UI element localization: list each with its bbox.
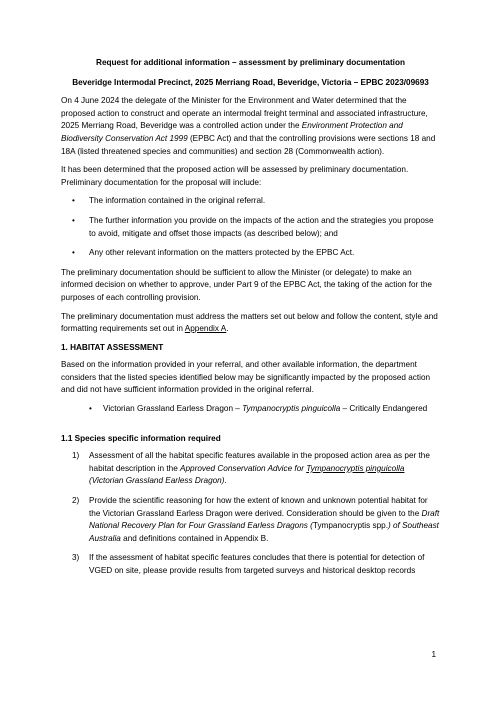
numbered-item: [61, 450, 440, 488]
assessment-paragraph: It has been determined that the proposed action will be assessed by preliminary documentation. Preliminary documentation for the proposal will include:: [61, 165, 409, 187]
item-text-a: Provide the scientific reasoning for how the extent of known and unknown potential habitat for the Victorian Grassland Earless Dragon were derived. Consideration should be given to the: [89, 496, 428, 518]
item-number: 2): [72, 496, 80, 506]
bullet-icon: •: [72, 248, 75, 258]
list-item-text: The further information you provide on the impacts of the action and the strategies you propose to avoid, mitigate and offset those impacts (as described below); and: [89, 215, 434, 238]
item-text-e: and definitions contained in Appendix B.: [120, 533, 269, 543]
item-text-b: Draft National Recovery Plan for Four Grassland Earless Dragons (: [89, 508, 440, 531]
bullet-icon: •: [89, 404, 92, 414]
species-link[interactable]: Tympanocryptis pinguicolla: [306, 463, 405, 473]
bullet-icon: •: [72, 215, 75, 225]
list-item: [61, 247, 440, 260]
species-scientific-name: Tympanocryptis pinguicolla: [242, 404, 341, 414]
document-body: [61, 57, 440, 585]
item-text-d: (Victorian Grassland Earless Dragon): [89, 476, 225, 486]
act-name: Environment Protection and Biodiversity Conservation Act 1999: [61, 121, 403, 143]
item-text-b: Approved Conservation Advice for: [180, 463, 307, 473]
appendix-a-link[interactable]: Appendix A: [184, 324, 227, 334]
species-status: – Critically Endangered: [340, 404, 428, 414]
item-text-c: Tympanocryptis spp.: [312, 521, 388, 531]
species-common-name: Victorian Grassland Earless Dragon –: [103, 404, 243, 414]
requirements-text-b: .: [226, 324, 229, 334]
item-text-a: If the assessment of habitat specific features concludes that there is potential for detection of VGED on site, please provide results from targeted surveys and historical desktop records: [89, 553, 425, 575]
item-text-a: Assessment of all the habitat specific features available in the proposed action area as per the habitat description in the: [89, 451, 430, 473]
list-item-text: Any other relevant information on the matters protected by the EPBC Act.: [89, 248, 355, 258]
section-1-1-heading: 1.1 Species specific information required: [61, 433, 221, 443]
sufficiency-paragraph: The preliminary documentation should be sufficient to allow the Minister (or delegate) to make an informed decision on whether to approve, under Part 9 of the EPBC Act, the taking of the action for the purposes of each controlling provision.: [61, 267, 432, 302]
page-number: 1: [431, 650, 436, 659]
requirements-paragraph: [61, 311, 440, 336]
item-number: 3): [72, 553, 80, 563]
requirements-list: [61, 450, 440, 577]
document-title: Request for additional information – assessment by preliminary documentation: [96, 58, 405, 67]
document-subtitle: Beveridge Intermodal Precinct, 2025 Merriang Road, Beveridge, Victoria – EPBC 2023/09693: [72, 77, 429, 87]
numbered-item: [61, 552, 440, 577]
intro-paragraph: [61, 95, 440, 158]
item-number: 1): [72, 451, 80, 461]
list-item-text: The information contained in the original referral.: [89, 196, 266, 206]
item-text-d: ) of Southeast Australia: [89, 521, 439, 543]
numbered-item: [61, 495, 440, 545]
requirements-text-a: The preliminary documentation must address the matters set out below and follow the content, style and formatting requirements set out in: [61, 311, 438, 334]
habitat-paragraph: Based on the information provided in your referral, and other available information, the department considers that the listed species identified below may be significantly impacted by the proposed action and did not have sufficient information provided in the original referral.: [61, 360, 431, 395]
intro-text-a: On 4 June 2024 the delegate of the Minister for the Environment and Water determined that the proposed action to construct and operate an intermodal freight terminal and associated infrastructure, 2025 Merriang Road, Beveridge was a controlled action under the: [61, 96, 428, 131]
bullet-icon: •: [72, 196, 75, 206]
section-1-heading: 1. HABITAT ASSESSMENT: [61, 342, 164, 352]
documentation-list: [61, 195, 440, 259]
list-item: [61, 195, 440, 208]
intro-text-b: (EPBC Act) and that the controlling provisions were sections 18 and 18A (listed threatened species and communities) and section 28 (Commonwealth action).: [61, 133, 436, 156]
species-item: [61, 403, 440, 416]
item-text-e: .: [224, 476, 227, 486]
list-item: [61, 215, 440, 240]
